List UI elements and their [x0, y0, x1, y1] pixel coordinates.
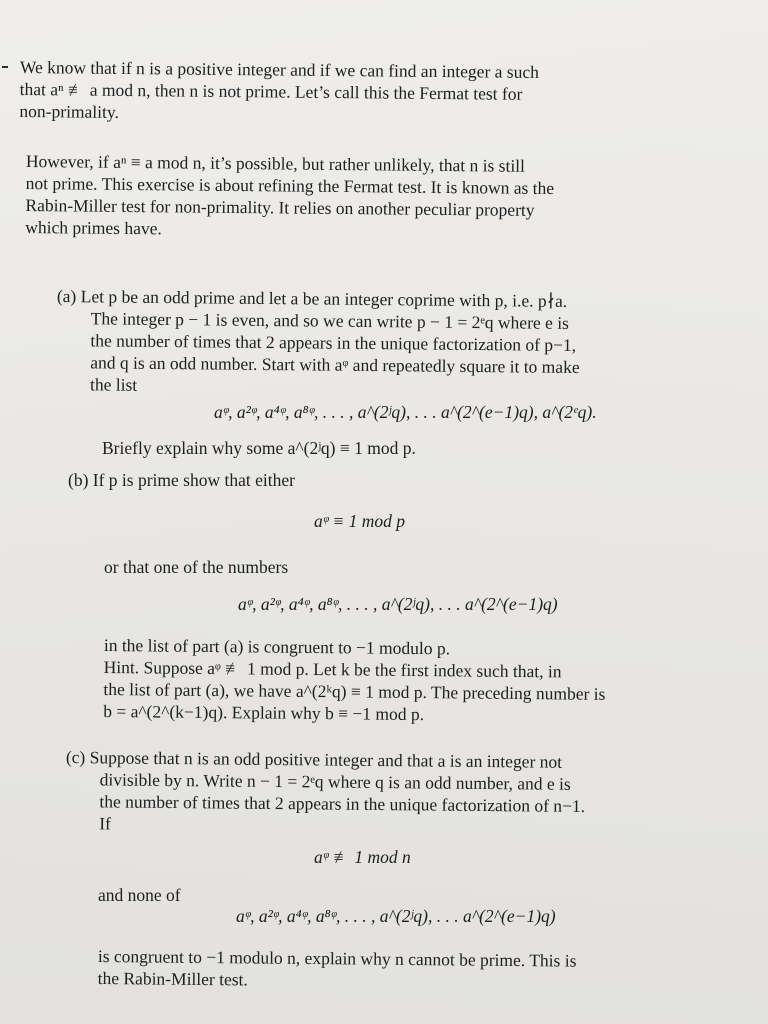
part-c-line: is congruent to −1 modulo n, explain why n cannot be prime. This is — [97, 945, 577, 971]
part-c-power-list: aᵠ, a²ᵠ, a⁴ᵠ, a⁸ᵠ, . . . , a^(2ʲq), . . . a^(2^(e−1)q) — [236, 906, 556, 926]
paragraph-line: Rabin-Miller test for non-primality. It relies on another peculiar property — [25, 194, 535, 220]
part-a-line: and q is an odd number. Start with aᵠ and repeatedly square it to make — [90, 352, 580, 378]
part-b-line: Hint. Suppose aᵠ ≢ 1 mod p. Let k be the first index such that, in — [103, 656, 562, 682]
part-c-line: the Rabin-Miller test. — [97, 967, 248, 990]
part-a-text — [56, 285, 580, 400]
part-a-power-list: aᵠ, a²ᵠ, a⁴ᵠ, a⁸ᵠ, . . . , a^(2ʲq), . . . a^(2^(e−1)q), a^(2ᵉq). — [214, 402, 597, 422]
part-b-line: or that one of the numbers — [104, 557, 289, 577]
part-c-line: the number of times that 2 appears in the unique factorization of n−1. — [99, 791, 586, 816]
part-c-conclusion — [98, 945, 577, 994]
intro-line: that aⁿ ≢ a mod n, then n is not prime. Let’s call this the Fermat test for — [19, 78, 523, 104]
part-b-line: b = a^(2^(k−1)q). Explain why b ≡ −1 mod p. — [103, 700, 425, 725]
margin-mark — [2, 66, 8, 68]
refinement-paragraph — [25, 150, 554, 243]
intro-line: non-primality. — [19, 100, 120, 122]
part-a-line: The integer p − 1 is even, and so we can write p − 1 = 2ᵉq where e is — [90, 308, 570, 333]
paragraph-line: which primes have. — [25, 216, 162, 239]
part-c-line: (c) Suppose that n is an odd positive integer and that a is an integer not — [65, 746, 563, 772]
part-b-line: in the list of part (a) is congruent to −1 modulo p. — [103, 634, 451, 659]
part-b-intro: (b) If p is prime show that either — [68, 470, 295, 490]
paragraph-line: However, if aⁿ ≡ a mod n, it’s possible, but rather unlikely, that n is still — [25, 150, 526, 176]
part-c-line: divisible by n. Write n − 1 = 2ᵉq where q is an odd number, and e is — [99, 769, 571, 794]
part-b-power-list: aᵠ, a²ᵠ, a⁴ᵠ, a⁸ᵠ, . . . , a^(2ʲq), . . . a^(2^(e−1)q) — [238, 594, 558, 614]
part-c-congruence: aᵠ ≢ 1 mod n — [314, 847, 411, 867]
part-b-line: the list of part (a), we have a^(2ᵏq) ≡ 1 mod p. The preceding number is — [103, 678, 606, 704]
intro-paragraph — [19, 56, 539, 127]
intro-line: We know that if n is a positive integer and if we can find an integer a such — [19, 56, 540, 82]
part-a-line: (a) Let p be an odd prime and let a be an integer coprime with p, i.e. p∤a. — [56, 285, 568, 311]
part-c-line: and none of — [98, 885, 181, 905]
part-b-congruence: aᵠ ≡ 1 mod p — [314, 511, 406, 531]
part-c-text — [65, 746, 585, 839]
part-a-line: the list — [89, 374, 138, 395]
part-b-hint — [103, 634, 606, 727]
part-a-line: the number of times that 2 appears in the unique factorization of p−1, — [90, 330, 577, 355]
part-c-line: If — [99, 813, 112, 834]
part-a-question: Briefly explain why some a^(2ʲq) ≡ 1 mod p. — [102, 438, 416, 458]
paragraph-line: not prime. This exercise is about refining the Fermat test. It is known as the — [25, 172, 555, 199]
